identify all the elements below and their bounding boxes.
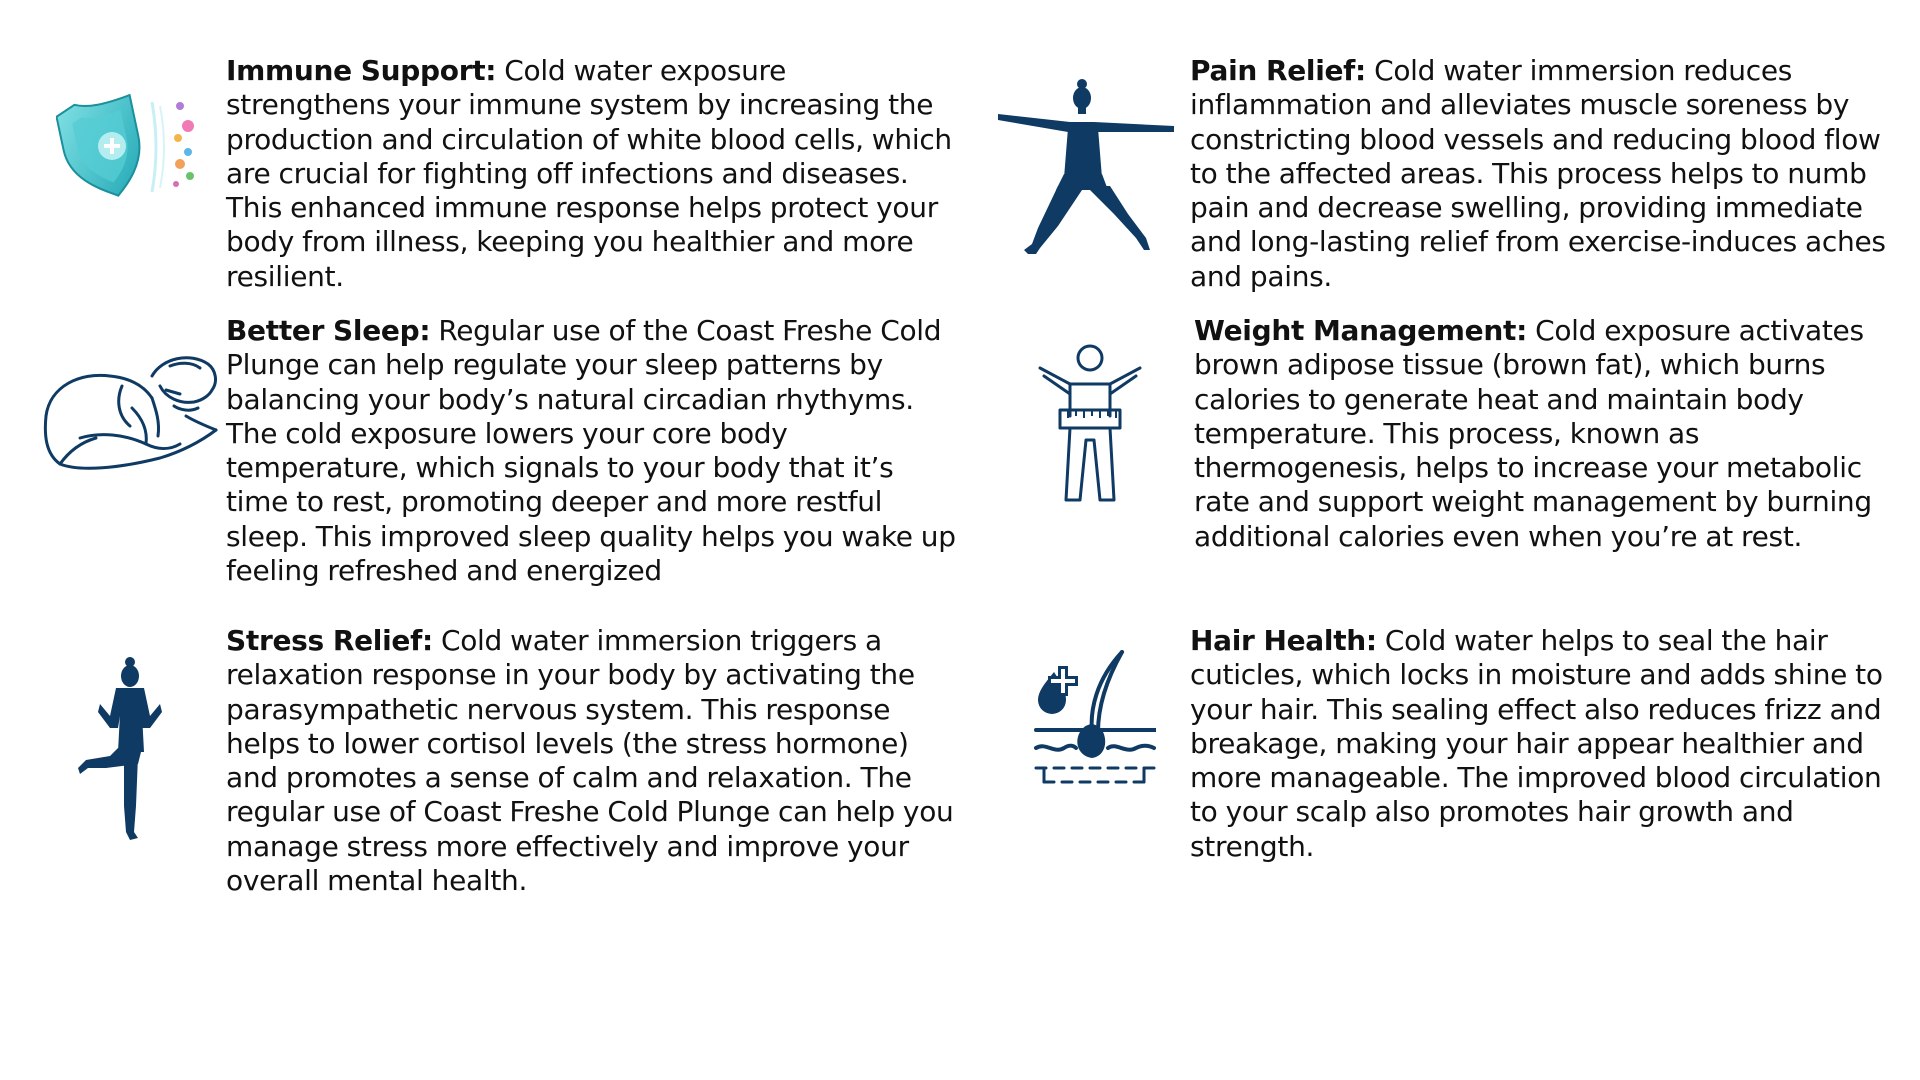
hair-follicle-icon [1032, 650, 1156, 792]
stress-relief-body: Cold water immersion triggers a relaxation response in your body by activating the parasympathetic nervous system. This response helps to lower cortisol levels (the stress hormone) and promotes a sense of calm and relaxation. The regular use of Coast Freshe Cold Plunge can help you manage stress more effectively and improve your overall mental health. [226, 624, 954, 898]
better-sleep-title: Better Sleep: [226, 314, 431, 347]
pain-relief-text [1190, 54, 1890, 294]
stress-relief-title: Stress Relief: [226, 624, 433, 657]
weight-management-title: Weight Management: [1194, 314, 1527, 347]
warrior-pose-icon [998, 78, 1174, 264]
sleeping-person-icon [40, 346, 220, 474]
immune-support-title: Immune Support: [226, 54, 497, 87]
hair-health-body: Cold water helps to seal the hair cuticles, which locks in moisture and adds shine to your hair. This sealing effect also reduces frizz and breakage, making your hair appear healthier and more manageable. The improved blood circulation to your scalp also promotes hair growth and strength. [1190, 624, 1883, 863]
shield-plus-icon [56, 92, 206, 202]
better-sleep-text [226, 314, 956, 588]
pain-relief-body: Cold water immersion reduces inflammation and alleviates muscle soreness by constricting blood vessels and reducing blood flow to the affected areas. This process helps to numb pain and decrease swelling, providing immediate and long-lasting relief from exercise-induces aches and pains. [1190, 54, 1886, 293]
weight-management-body: Cold exposure activates brown adipose tissue (brown fat), which burns calories to generate heat and maintain body temperature. This process, known as thermogenesis, helps to increase your metabolic rate and support weight management by burning additional calories even when you’re at rest. [1194, 314, 1872, 553]
hair-health-title: Hair Health: [1190, 624, 1377, 657]
weight-management-text [1194, 314, 1894, 554]
waist-measure-icon [1036, 344, 1144, 506]
immune-support-text [226, 54, 956, 294]
hair-health-text [1190, 624, 1890, 864]
stress-relief-text [226, 624, 956, 898]
immune-support-body: Cold water exposure strengthens your immune system by increasing the production and circulation of white blood cells, which are crucial for fighting off infections and diseases. This enhanced immune response helps protect your body from illness, keeping you healthier and more resilient. [226, 54, 952, 293]
pain-relief-title: Pain Relief: [1190, 54, 1366, 87]
tree-pose-icon [76, 656, 166, 844]
better-sleep-body: Regular use of the Coast Freshe Cold Plunge can help regulate your sleep patterns by balancing your body’s natural circadian rhythyms. The cold exposure lowers your core body temperature, which signals to your body that it’s time to rest, promoting deeper and more restful sleep. This improved sleep quality helps you wake up feeling refreshed and energized [226, 314, 956, 588]
